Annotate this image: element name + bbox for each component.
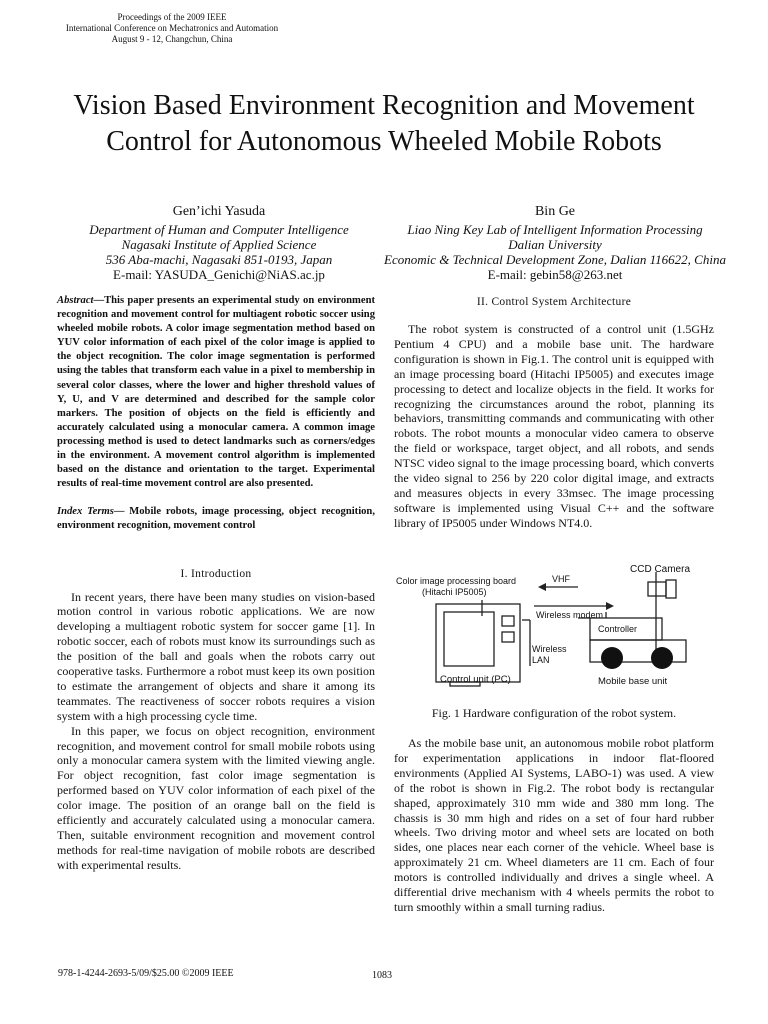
label-board: Color image processing board — [396, 576, 517, 586]
label-wireless-modem: Wireless modem — [536, 610, 604, 620]
author-name: Bin Ge — [534, 204, 576, 219]
label-controller: Controller — [598, 624, 638, 634]
wheel — [601, 647, 623, 669]
page-number: 1083 — [372, 970, 392, 981]
label-control-unit: Control unit (PC) — [440, 674, 511, 685]
pc-slot — [502, 616, 514, 626]
architecture-body-continued — [394, 736, 714, 915]
figure-caption: Fig. 1 Hardware configuration of the robot system. — [431, 706, 677, 720]
author-email: E-mail: gebin58@263.net — [487, 267, 623, 282]
paragraph: The robot system is constructed of a control unit (1.5GHz Pentium 4 CPU) and a mobile base unit. The hardware configuration is shown in Fig.1. The control unit is equipped with an image processing board (Hitachi IP5005) and executes image processing to detect and localize objects in the field. It works for recognizing the circumstances around the robot, planning its behaviors, transmitting commands and communicating with other robots. The robot mounts a monocular video camera to observe the field or workspace, target object, and all robots, and sends NTSC video signal to the image processing board, which converts the video signal to 256 by 220 color digital image, and extracts and measures objects in every 33msec. The image processing software is implemented using Visual C++ and the software library of IP5005 under Windows NT4.0. — [394, 322, 714, 530]
right-column — [394, 296, 714, 531]
section-heading-architecture: II. Control System Architecture — [476, 296, 632, 308]
architecture-body — [394, 322, 714, 531]
label-vhf: VHF — [552, 574, 570, 584]
index-terms-text: — Mobile robots, image processing, object recognition, environment recognition, movement control — [57, 506, 375, 532]
paragraph: In this paper, we focus on object recognition, environment recognition, and movement control for small mobile robots using only a monocular camera system with the limited viewing angle. For object recognition, fast color image segmentation is performed based on YUV color information of each pixel of the color image. The position of an orange ball on the field is efficiently and accurately calculated using a monocular camera. Then, suitable environment recognition and movement control methods for real-time navigation of mobile robots are described with experimental results. — [57, 723, 375, 872]
pc-screen — [444, 612, 494, 666]
author-affiliation: Department of Human and Computer Intelligence — [89, 222, 349, 237]
figure-hardware-configuration — [394, 560, 714, 690]
conference-line-1: Proceedings of the 2009 IEEE — [117, 12, 227, 22]
introduction-body — [57, 590, 375, 873]
section-heading-introduction: I. Introduction — [180, 567, 252, 580]
camera-body — [648, 582, 666, 596]
left-column — [57, 294, 375, 873]
label-ccd-camera: CCD Camera — [630, 564, 691, 575]
conference-line-3: August 9 - 12, Changchun, China — [111, 34, 233, 44]
author-affiliation: Dalian University — [508, 237, 602, 252]
conference-header — [52, 12, 292, 45]
paragraph: As the mobile base unit, an autonomous mobile robot platform for experimentation applications in indoor flat-floored environments (Applied AI Systems, LABO-1) was used. A view of the robot is shown in Fig.2. The robot body is rectangular shaped, approximately 310 mm wide and 380 mm long. The chassis is 30 mm high and rides on a set of four hard rubber wheels. Two driving motor and wheel sets are located on both sides, one places near each corner of the vehicle. Wheel base is approximately 21 cm. Wheel diameters are 11 cm. Each of four motors is controlled individually and drives a single wheel. A differential drive mechanism with 4 wheels permits the robot to turn smoothly within a small turning radius. — [394, 736, 714, 914]
author-affiliation: 536 Aba-machi, Nagasaki 851-0193, Japan — [105, 252, 333, 267]
wheel — [651, 647, 673, 669]
copyright-notice: 978-1-4244-2693-5/09/$25.00 ©2009 IEEE — [58, 968, 234, 979]
author-affiliation: Economic & Technical Development Zone, Dalian 116622, China — [384, 252, 726, 267]
vhf-arrowhead — [538, 583, 546, 591]
author-email: E-mail: YASUDA_Genichi@NiAS.ac.jp — [113, 267, 325, 282]
conference-line-2: International Conference on Mechatronics and Automation — [65, 23, 279, 33]
author-block-1 — [66, 204, 372, 282]
author-block-2 — [380, 204, 730, 282]
author-affiliation: Nagasaki Institute of Applied Science — [121, 237, 317, 252]
label-mobile-base: Mobile base unit — [598, 676, 668, 687]
label-wireless: Wireless — [532, 644, 567, 654]
author-name: Gen’ichi Yasuda — [172, 204, 266, 219]
abstract — [57, 294, 375, 491]
author-affiliation: Liao Ning Key Lab of Intelligent Information Processing — [407, 222, 703, 237]
camera-lens — [666, 580, 676, 598]
label-board-model: (Hitachi IP5005) — [422, 587, 487, 597]
label-lan: LAN — [532, 655, 550, 665]
pc-slot — [502, 632, 514, 642]
abstract-text: —This paper presents an experimental study on environment recognition and movement control for multiagent robotic soccer using wheeled mobile robots. A color image segmentation method based on YUV color information of each pixel of the color image is applied to the object recognition. The color image segmentation is performed using the tables that transform each value in a pixel to membership in several color classes, where the lower and higher threshold values of Y, U, and V are determined and described for the sample color markers. The position of objects on the field is efficiently and accurately calculated using a monocular camera. A common image processing method is used to detect landmarks such as corners/edges in the environment. A movement control algorithm is implemented based on the distance and orientation to the target. Experimental results of real-time movement control are also presented. — [57, 295, 375, 490]
index-terms-label: Index Terms — [57, 506, 114, 518]
paragraph: In recent years, there have been many studies on vision-based motion control in various robotic applications. We are now developing a multiagent robotic system for soccer game [1]. In robotic soccer, each of robots must know its surroundings such as the position of the ball and goals when the robots carry out cooperative tasks. Furthermore a robot must keep its own position to estimate the arrangement of objects and share it among its teammates. The reactiveness of soccer robots requires a vision system with a high processing cycle time. — [57, 589, 375, 723]
index-terms — [57, 505, 375, 533]
abstract-label: Abstract — [57, 295, 94, 306]
paper-title: Vision Based Environment Recognition and Movement Control for Autonomous Wheeled Mobile Robots — [73, 90, 695, 157]
modem-arrowhead — [606, 602, 614, 610]
